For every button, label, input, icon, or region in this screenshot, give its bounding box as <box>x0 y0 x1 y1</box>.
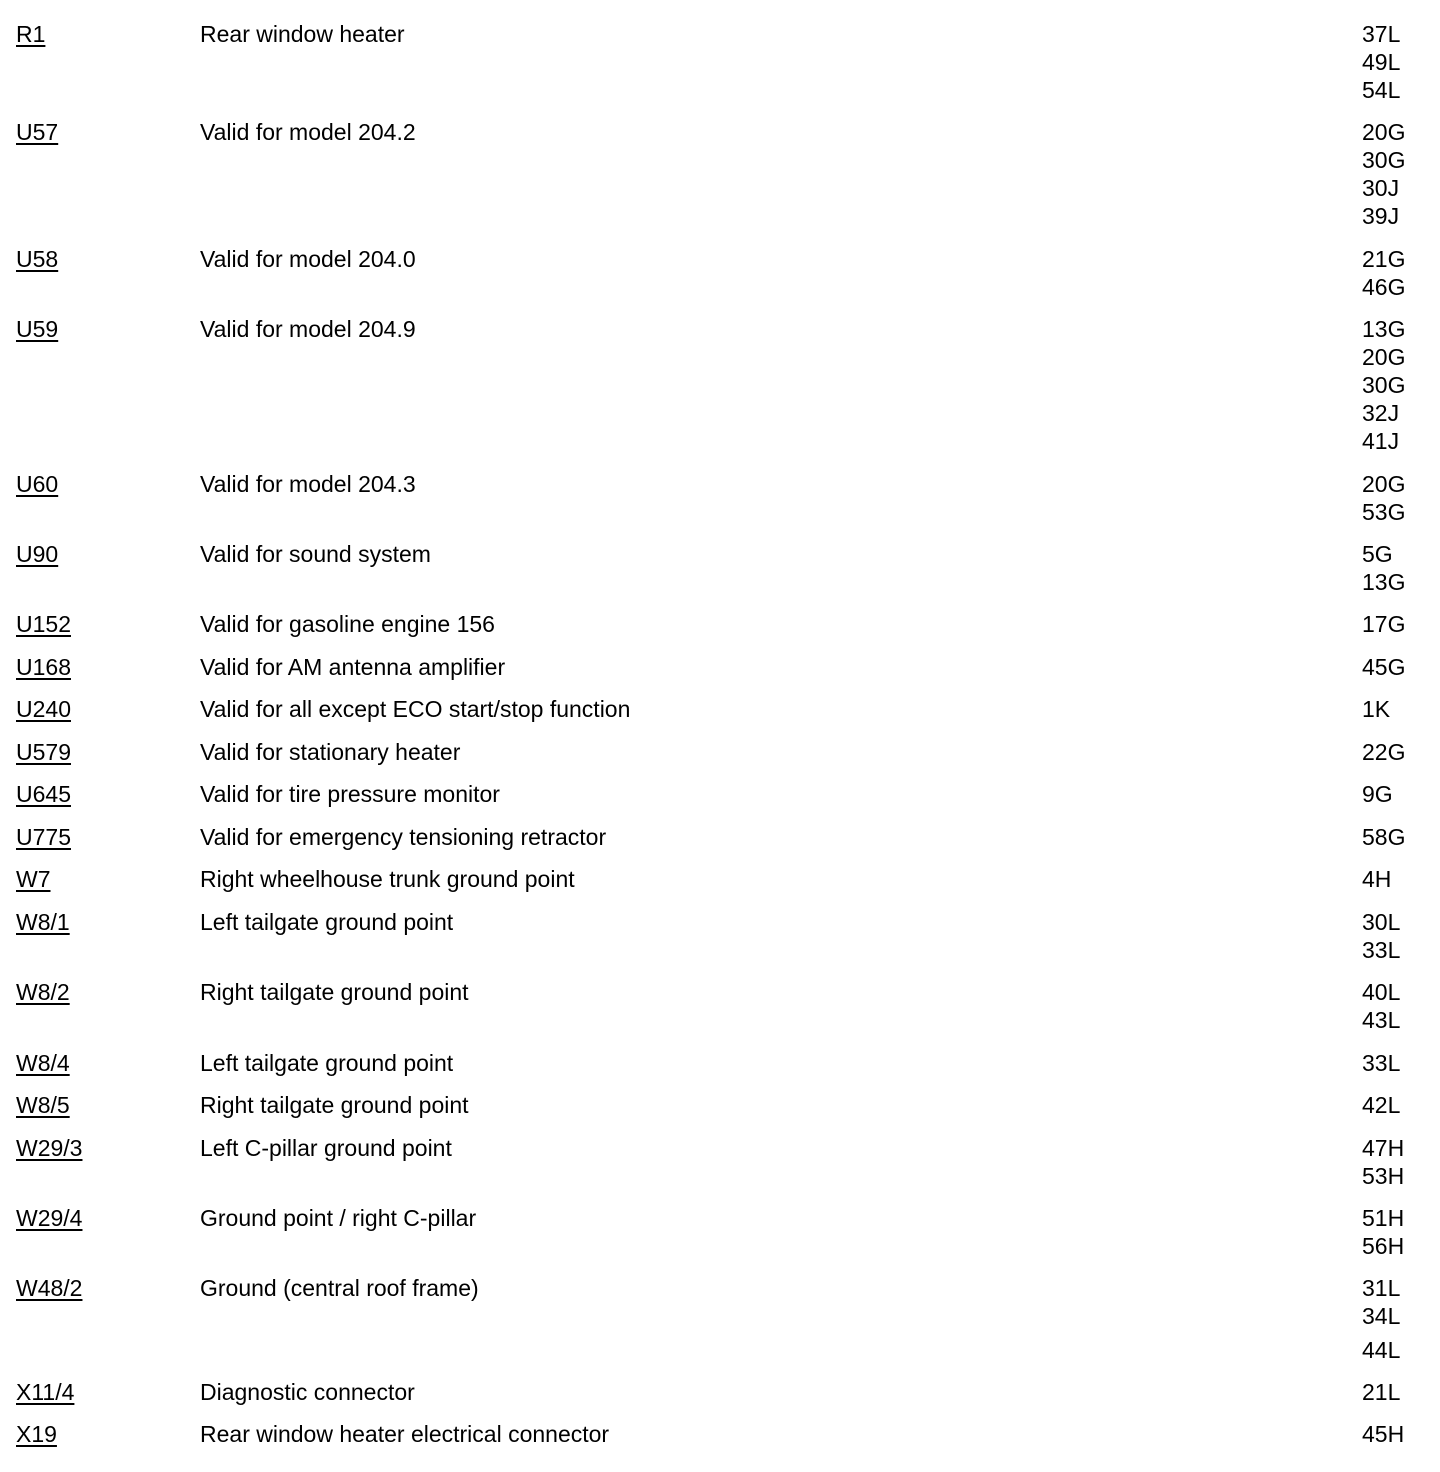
grid-location-list <box>1362 695 1390 723</box>
grid-location: 30G <box>1362 147 1406 173</box>
component-code-link[interactable]: W29/4 <box>16 1205 83 1231</box>
grid-location: 58G <box>1362 824 1406 850</box>
grid-location-list <box>1362 1204 1404 1260</box>
grid-location: 13G <box>1362 569 1406 595</box>
component-description: Valid for AM antenna amplifier <box>200 654 506 680</box>
component-description: Valid for model 204.2 <box>200 119 416 145</box>
grid-location: 20G <box>1362 471 1406 497</box>
component-description: Rear window heater <box>200 21 405 47</box>
grid-location: 43L <box>1362 1007 1401 1033</box>
grid-location-list <box>1362 1274 1400 1364</box>
grid-location: 1K <box>1362 696 1391 722</box>
component-code-link[interactable]: X19 <box>16 1421 57 1447</box>
component-code-link[interactable]: W8/5 <box>16 1092 70 1118</box>
grid-location: 4H <box>1362 866 1392 892</box>
component-description: Ground point / right C-pillar <box>200 1205 477 1231</box>
grid-location: 32J <box>1362 400 1400 426</box>
component-code-link[interactable]: U168 <box>16 654 71 680</box>
grid-location-list <box>1362 780 1393 808</box>
grid-location: 30G <box>1362 372 1406 398</box>
grid-location-list <box>1362 908 1400 964</box>
grid-location-list <box>1362 1134 1404 1190</box>
grid-location-list <box>1362 653 1405 681</box>
grid-location: 39J <box>1362 203 1400 229</box>
component-code-link[interactable]: W8/1 <box>16 909 70 935</box>
grid-location: 45G <box>1362 654 1406 680</box>
grid-location-list <box>1362 823 1405 851</box>
component-code-link[interactable]: U579 <box>16 739 71 765</box>
grid-location-list <box>1362 1091 1400 1119</box>
grid-location: 21G <box>1362 246 1406 272</box>
component-code-link[interactable]: U645 <box>16 781 71 807</box>
grid-location: 13G <box>1362 316 1406 342</box>
component-code-link[interactable]: U240 <box>16 696 71 722</box>
grid-location-list <box>1362 470 1405 526</box>
component-description: Left tailgate ground point <box>200 1050 454 1076</box>
grid-location: 53H <box>1362 1163 1405 1189</box>
component-code-link[interactable]: U59 <box>16 316 59 342</box>
component-description: Rear window heater electrical connector <box>200 1421 610 1447</box>
component-description: Valid for emergency tensioning retractor <box>200 824 607 850</box>
component-description: Diagnostic connector <box>200 1379 415 1405</box>
component-code-link[interactable]: X11/4 <box>16 1379 75 1405</box>
component-code-link[interactable]: U775 <box>16 824 71 850</box>
grid-location: 34L <box>1362 1303 1401 1329</box>
grid-location-list <box>1362 978 1400 1034</box>
component-code-link[interactable]: W29/3 <box>16 1135 83 1161</box>
component-description: Right tailgate ground point <box>200 979 469 1005</box>
grid-location: 17G <box>1362 611 1406 637</box>
grid-location: 33L <box>1362 937 1401 963</box>
grid-location: 37L <box>1362 21 1401 47</box>
component-code-link[interactable]: W7 <box>16 866 51 892</box>
grid-location: 9G <box>1362 781 1393 807</box>
component-code-link[interactable]: U90 <box>16 541 59 567</box>
grid-location: 30L <box>1362 909 1401 935</box>
grid-location: 53G <box>1362 499 1406 525</box>
grid-location: 49L <box>1362 49 1401 75</box>
grid-location-list <box>1362 118 1405 230</box>
grid-location: 22G <box>1362 739 1406 765</box>
grid-location: 42L <box>1362 1092 1401 1118</box>
grid-location: 20G <box>1362 344 1406 370</box>
component-description: Left tailgate ground point <box>200 909 454 935</box>
grid-location: 20G <box>1362 119 1406 145</box>
component-code-link[interactable]: U152 <box>16 611 71 637</box>
grid-location: 5G <box>1362 541 1393 567</box>
component-code-link[interactable]: W8/2 <box>16 979 70 1005</box>
grid-location: 54L <box>1362 77 1401 103</box>
grid-location-list <box>1362 865 1391 893</box>
component-code-link[interactable]: R1 <box>16 21 46 47</box>
grid-location: 31L <box>1362 1275 1401 1301</box>
component-description: Valid for stationary heater <box>200 739 461 765</box>
grid-location: 21L <box>1362 1379 1401 1405</box>
component-description: Valid for sound system <box>200 541 431 567</box>
component-code-link[interactable]: W8/4 <box>16 1050 70 1076</box>
grid-location-list <box>1362 20 1400 104</box>
component-description: Right wheelhouse trunk ground point <box>200 866 575 892</box>
grid-location-list <box>1362 1049 1400 1077</box>
component-description: Right tailgate ground point <box>200 1092 469 1118</box>
component-description: Valid for model 204.3 <box>200 471 416 497</box>
component-description: Valid for all except ECO start/stop function <box>200 696 631 722</box>
grid-location: 40L <box>1362 979 1401 1005</box>
component-code-link[interactable]: U58 <box>16 246 59 272</box>
grid-location: 47H <box>1362 1135 1405 1161</box>
grid-location-list <box>1362 315 1405 455</box>
component-description: Left C-pillar ground point <box>200 1135 452 1161</box>
grid-location: 51H <box>1362 1205 1405 1231</box>
component-code-link[interactable]: W48/2 <box>16 1275 83 1301</box>
component-code-link[interactable]: U60 <box>16 471 59 497</box>
component-description: Valid for model 204.0 <box>200 246 416 272</box>
component-description: Valid for tire pressure monitor <box>200 781 500 807</box>
grid-location-list <box>1362 245 1405 301</box>
grid-location-list <box>1362 738 1405 766</box>
component-description: Ground (central roof frame) <box>200 1275 479 1301</box>
grid-location: 44L <box>1362 1337 1401 1363</box>
grid-location: 33L <box>1362 1050 1401 1076</box>
grid-location: 45H <box>1362 1421 1405 1447</box>
grid-location: 30J <box>1362 175 1400 201</box>
grid-location: 56H <box>1362 1233 1405 1259</box>
component-code-link[interactable]: U57 <box>16 119 59 145</box>
grid-location-list <box>1362 540 1405 596</box>
component-description: Valid for gasoline engine 156 <box>200 611 495 637</box>
grid-location-list <box>1362 1420 1404 1448</box>
grid-location: 46G <box>1362 274 1406 300</box>
grid-location-list <box>1362 1378 1400 1406</box>
grid-location-list <box>1362 610 1405 638</box>
component-description: Valid for model 204.9 <box>200 316 416 342</box>
grid-location: 41J <box>1362 428 1400 454</box>
